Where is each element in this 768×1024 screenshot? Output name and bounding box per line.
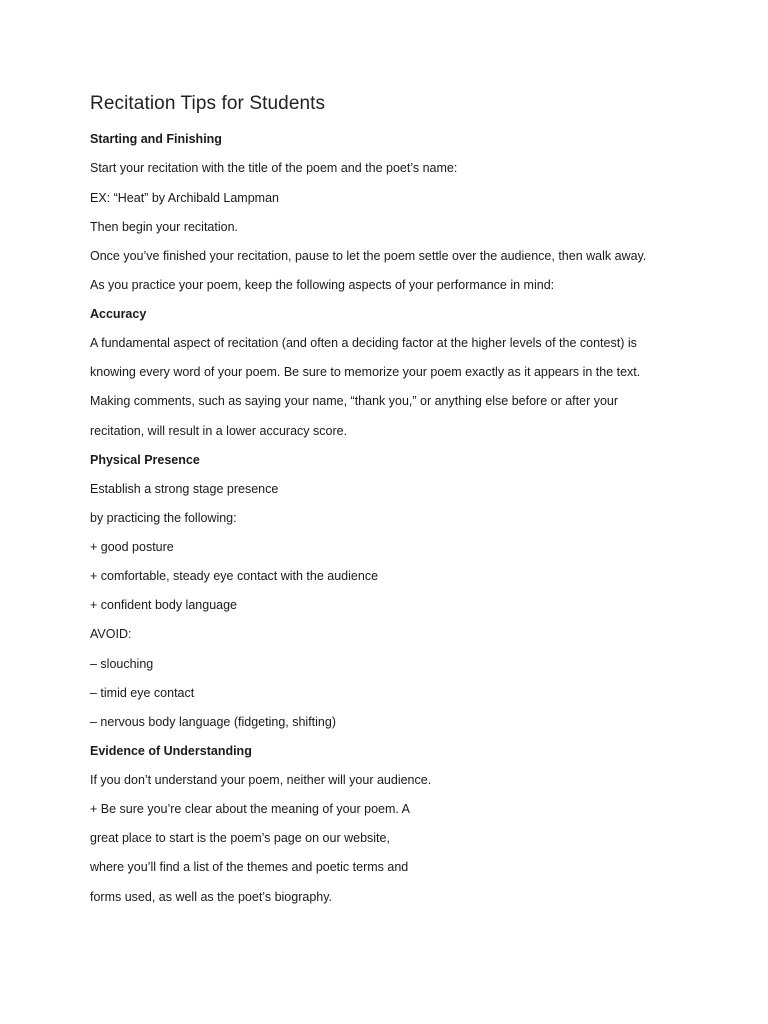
document-title: Recitation Tips for Students: [90, 93, 326, 114]
section-heading-starting: Starting and Finishing: [90, 132, 222, 146]
body-line: great place to start is the poem’s page on our website,: [90, 831, 390, 845]
list-item: – slouching: [90, 657, 154, 671]
list-item: + good posture: [90, 540, 174, 554]
body-line: EX: “Heat” by Archibald Lampman: [90, 191, 279, 205]
list-item: + confident body language: [90, 598, 237, 612]
body-line: Once you’ve finished your recitation, pause to let the poem settle over the audience, then walk away.: [90, 249, 647, 263]
body-line: recitation, will result in a lower accuracy score.: [90, 424, 348, 438]
body-line: Establish a strong stage presence: [90, 482, 279, 496]
list-item: – nervous body language (fidgeting, shifting): [90, 715, 336, 729]
list-item: – timid eye contact: [90, 686, 195, 700]
body-line: Making comments, such as saying your name, “thank you,” or anything else before or after your: [90, 394, 619, 408]
body-line: Then begin your recitation.: [90, 220, 239, 234]
list-item: + comfortable, steady eye contact with the audience: [90, 569, 379, 583]
body-line: AVOID:: [90, 627, 132, 641]
section-heading-physical-presence: Physical Presence: [90, 453, 200, 467]
body-line: As you practice your poem, keep the following aspects of your performance in mind:: [90, 278, 555, 292]
section-heading-understanding: Evidence of Understanding: [90, 744, 252, 758]
body-line: If you don’t understand your poem, neither will your audience.: [90, 773, 432, 787]
body-line: Start your recitation with the title of the poem and the poet’s name:: [90, 161, 458, 175]
body-line: where you’ll find a list of the themes and poetic terms and: [90, 860, 409, 874]
section-heading-accuracy: Accuracy: [90, 307, 147, 321]
list-item: + Be sure you’re clear about the meaning of your poem. A: [90, 802, 410, 816]
body-line: by practicing the following:: [90, 511, 237, 525]
body-line: knowing every word of your poem. Be sure to memorize your poem exactly as it appears in the text.: [90, 365, 641, 379]
body-line: forms used, as well as the poet’s biography.: [90, 890, 333, 904]
body-line: A fundamental aspect of recitation (and often a deciding factor at the higher levels of the contest) is: [90, 336, 637, 350]
